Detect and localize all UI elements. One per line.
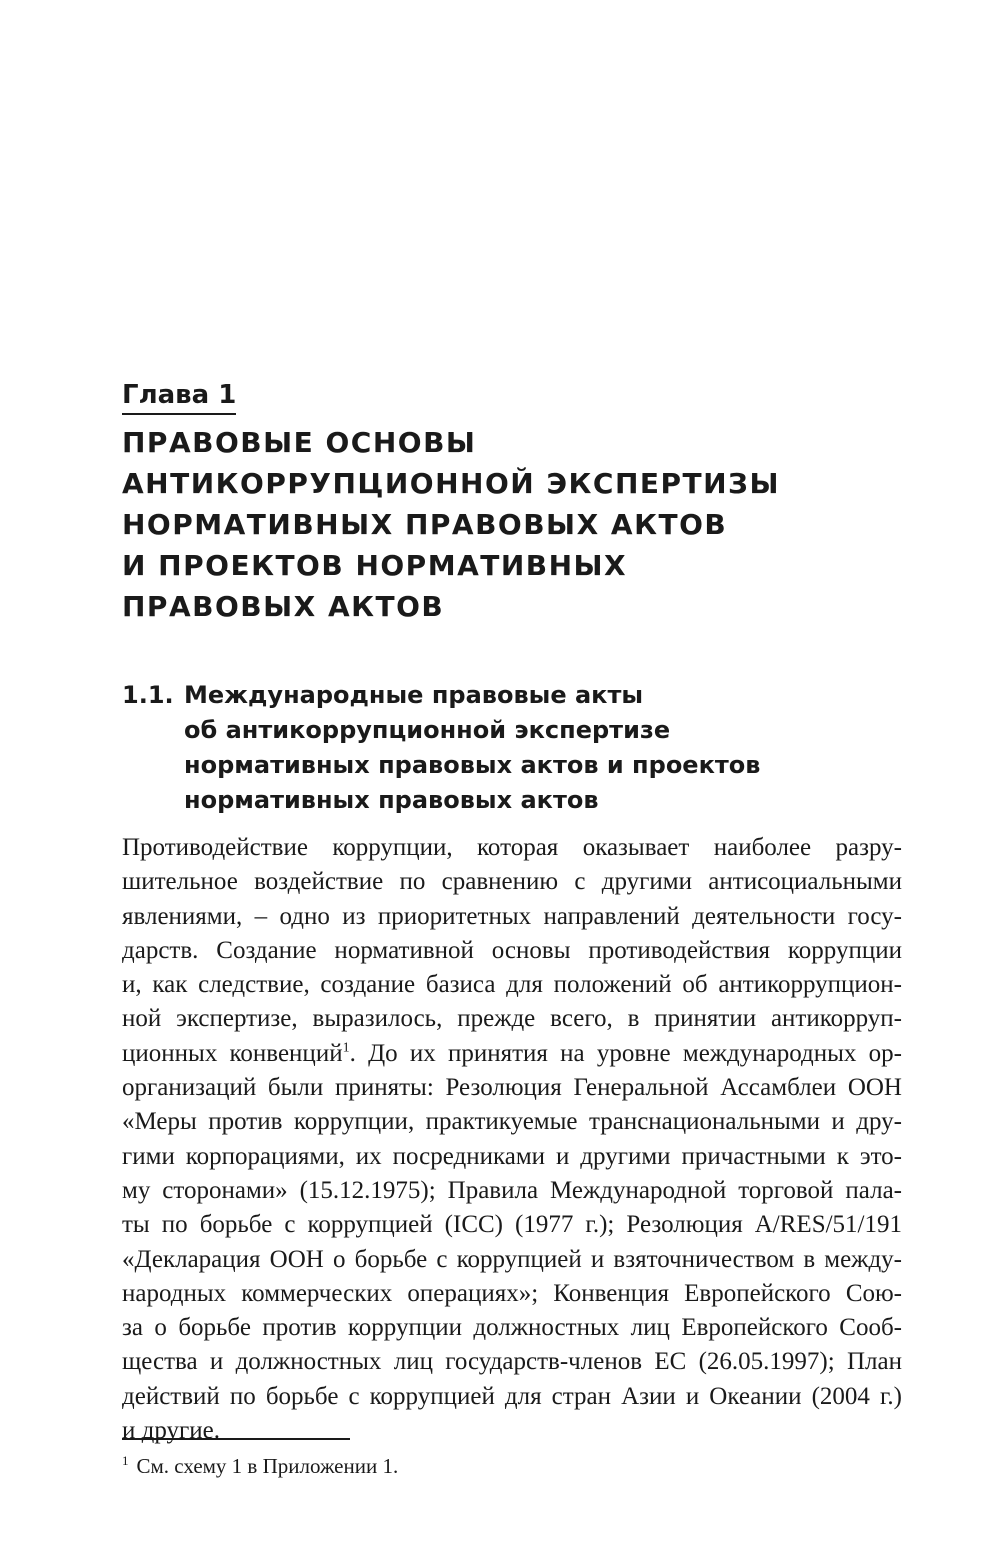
body-line <box>122 1037 902 1071</box>
body-line: шительное воздействие по сравнению с другими антисоциальными <box>122 868 902 896</box>
body-line-text: Противодействие коррупции, которая оказывает наиболее разру- <box>122 834 902 861</box>
body-line: за о борьбе против коррупции должностных лиц Европейского Сооб- <box>122 1314 902 1342</box>
footnote-mark: 1 <box>122 1453 129 1468</box>
section-title <box>184 678 904 818</box>
body-line: ной экспертизе, выразилось, прежде всего, в принятии антикорруп- <box>122 1005 902 1033</box>
chapter-label: Глава 1 <box>122 378 236 415</box>
body-paragraph <box>122 831 902 1448</box>
footnote <box>122 1452 902 1480</box>
footnote-divider <box>122 1438 350 1440</box>
body-line: и другие. <box>122 1417 220 1445</box>
footnote-reference[interactable]: 1 <box>342 1040 350 1056</box>
chapter-title-line: НОРМАТИВНЫХ ПРАВОВЫХ АКТОВ <box>122 508 728 541</box>
body-line: щества и должностных лиц государств-членов ЕС (26.05.1997); План <box>122 1348 902 1376</box>
chapter-title-line: ПРАВОВЫЕ ОСНОВЫ <box>122 426 477 459</box>
body-line: «Декларация ООН о борьбе с коррупцией и взяточничеством в между- <box>122 1245 902 1273</box>
body-line: ты по борьбе с коррупцией (ICC) (1977 г.); Резолюция A/RES/51/191 <box>122 1211 902 1239</box>
body-line: явлениями, – одно из приоритетных направлений деятельности госу- <box>122 902 902 930</box>
chapter-title-line: И ПРОЕКТОВ НОРМАТИВНЫХ <box>122 549 628 582</box>
section-title-line: нормативных правовых актов <box>184 786 599 814</box>
section-number: 1.1. <box>122 681 174 709</box>
section-title-line: об антикоррупционной экспертизе <box>184 716 671 744</box>
body-line: организаций были приняты: Резолюция Генеральной Ассамблеи ООН <box>122 1074 902 1102</box>
footnote-text: См. схему 1 в Приложении 1. <box>136 1454 399 1478</box>
section-title-line: нормативных правовых актов и проектов <box>184 751 761 779</box>
body-line: гими корпорациями, их посредниками и другими причастными к это- <box>122 1142 902 1170</box>
chapter-title <box>122 422 842 627</box>
body-line: действий по борьбе с коррупцией для стран Азии и Океании (2004 г.) <box>122 1382 902 1410</box>
body-line: дарств. Создание нормативной основы противодействия коррупции <box>122 936 902 964</box>
body-line: народных коммерческих операциях»; Конвенция Европейского Сою- <box>122 1279 902 1307</box>
body-line: му сторонами» (15.12.1975); Правила Международной торговой пала- <box>122 1176 902 1204</box>
body-line: «Меры против коррупции, практикуемые транснациональными и дру- <box>122 1108 902 1136</box>
body-line-text: . До их принятия на уровне международных ор- <box>349 1039 902 1067</box>
body-line: и, как следствие, создание базиса для положений об антикоррупцион- <box>122 971 902 999</box>
chapter-title-line: ПРАВОВЫХ АКТОВ <box>122 590 445 623</box>
body-line <box>122 831 902 865</box>
body-line-text: ционных конвенций <box>122 1039 343 1067</box>
chapter-title-line: АНТИКОРРУПЦИОННОЙ ЭКСПЕРТИЗЫ <box>122 467 780 500</box>
section-title-line: Международные правовые акты <box>184 681 644 709</box>
